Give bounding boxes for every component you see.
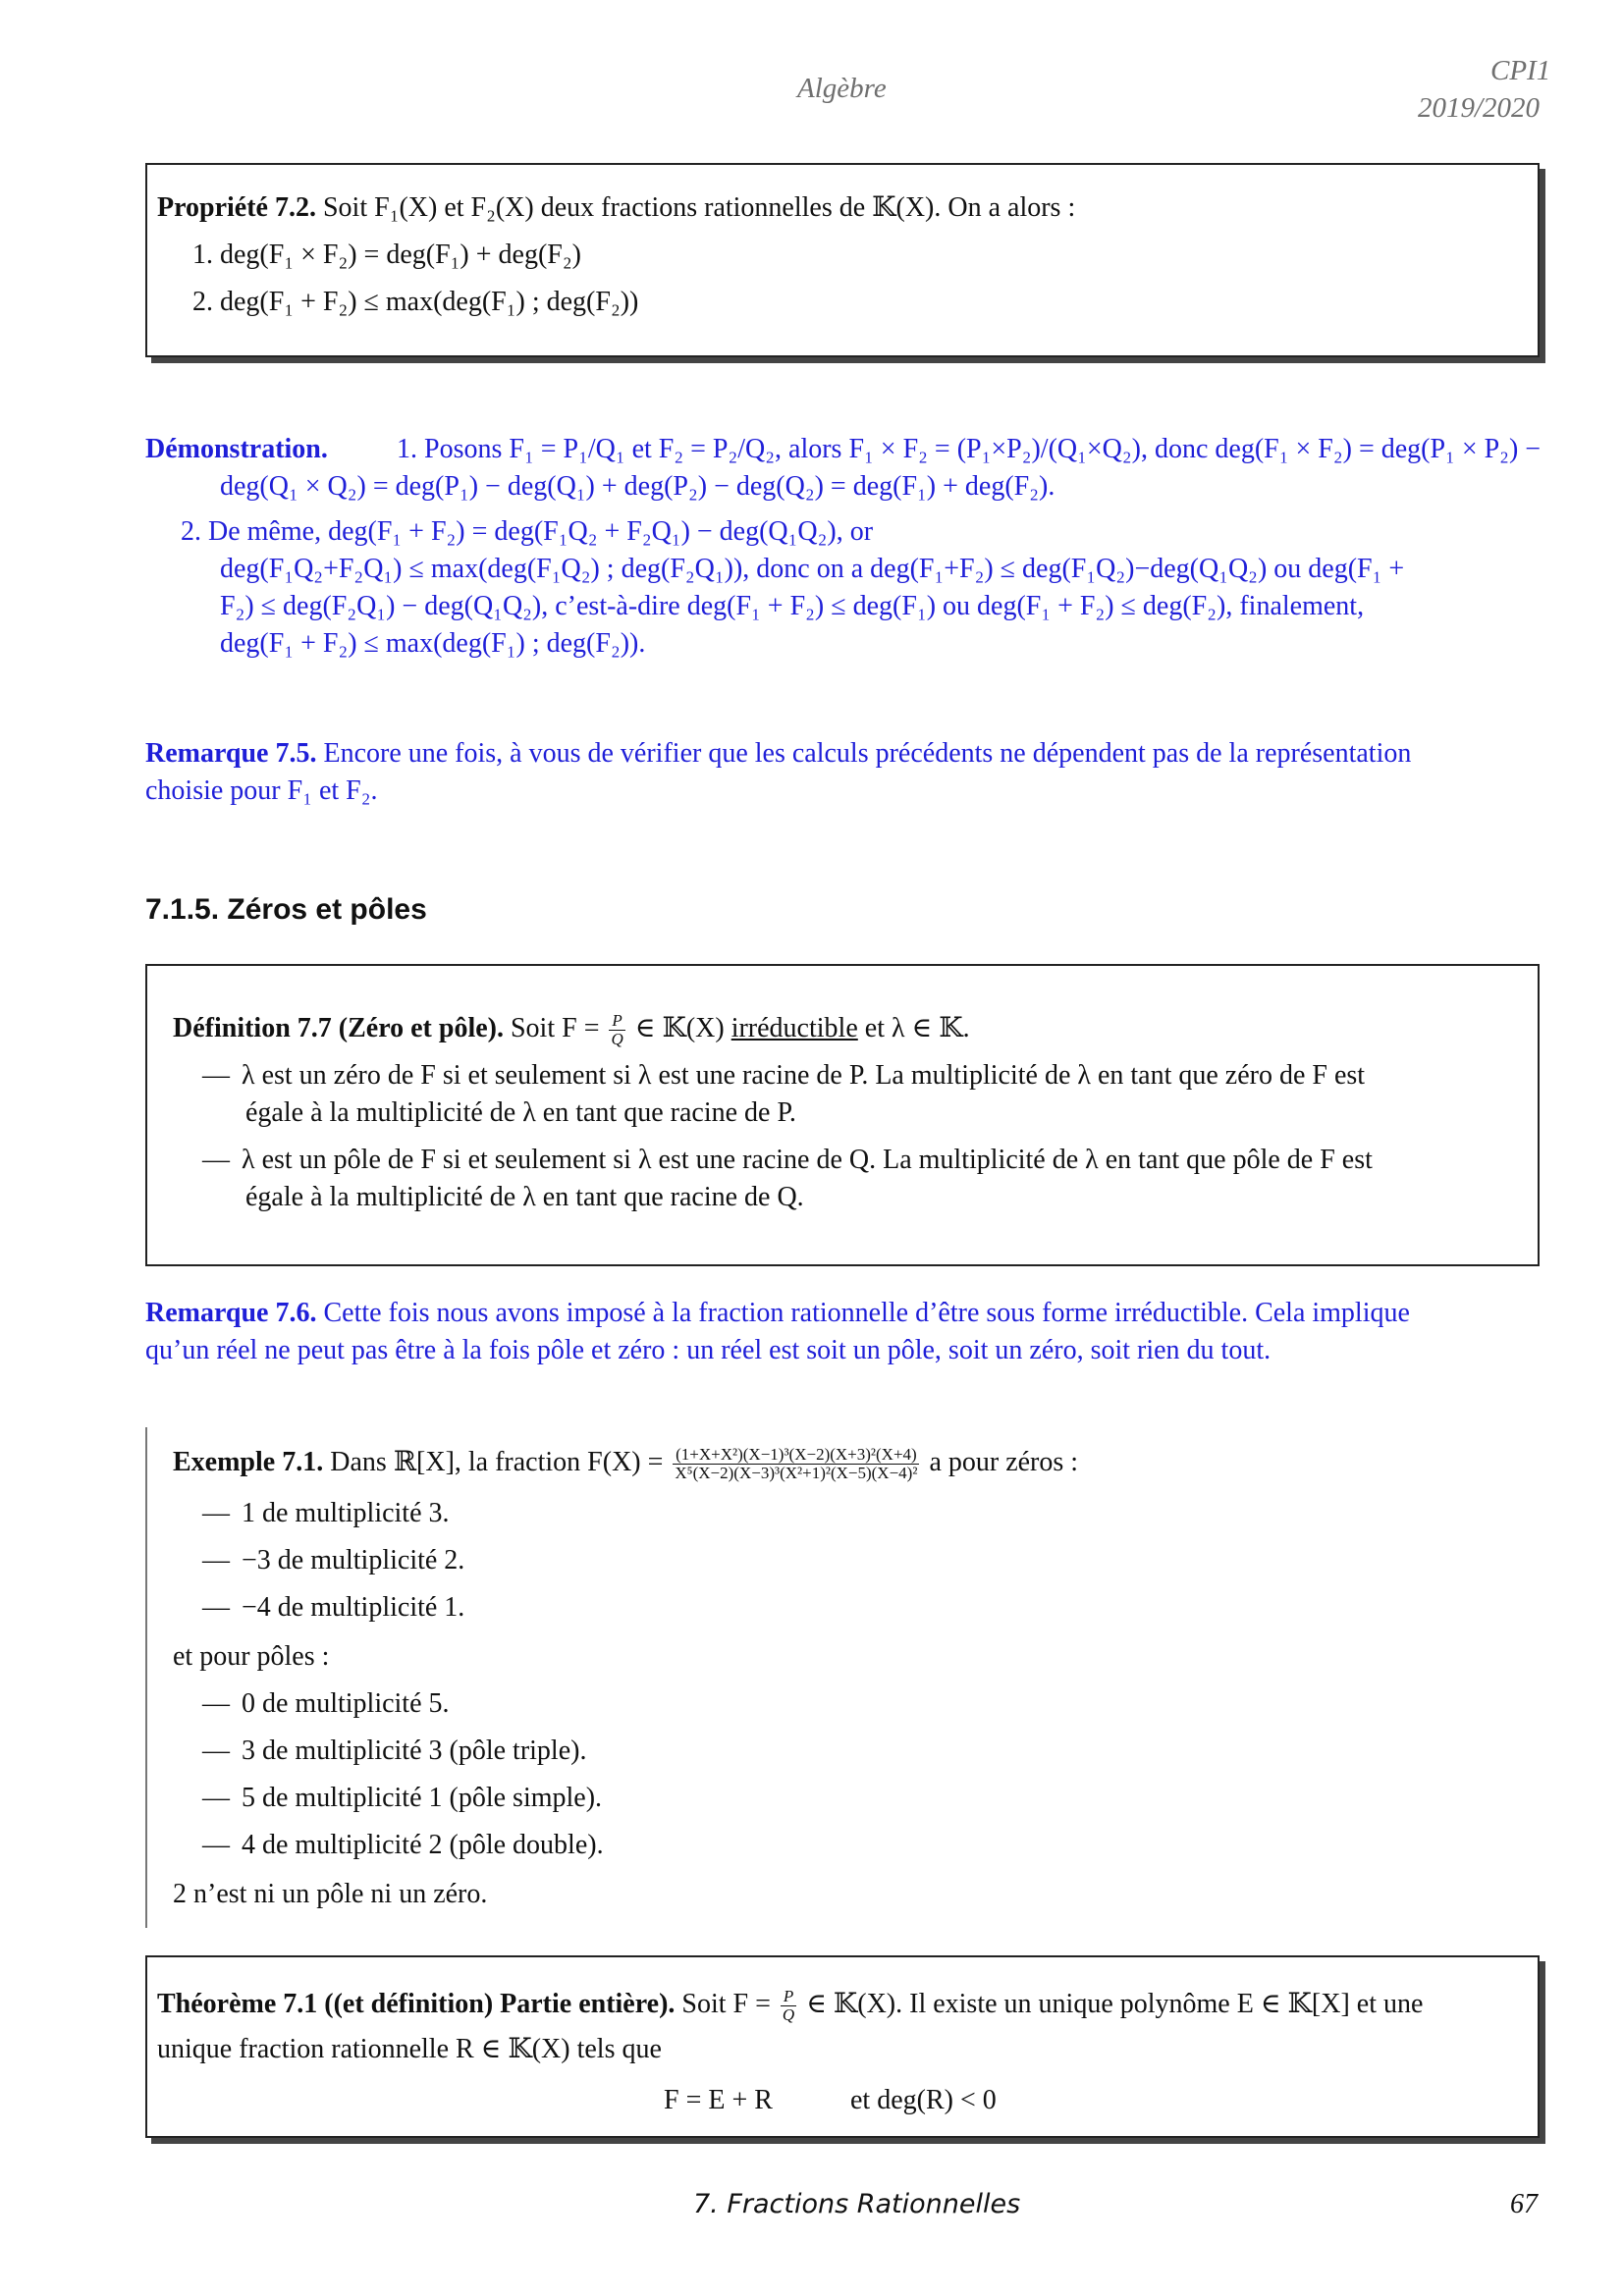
remarque-7-5-label: Remarque 7.5.: [145, 738, 317, 769]
definition-item-2-line-1: λ est un pôle de F si et seulement si λ est une racine de Q. La multiplicité de λ en tant que pôle de F est: [242, 1145, 1373, 1175]
theoreme-label: Théorème 7.1 ((et définition) Partie entière).: [157, 1989, 676, 2019]
exemple-intro: Dans ℝ[X], la fraction F(X) =: [330, 1447, 664, 1477]
exemple-zero-2: −3 de multiplicité 2.: [242, 1545, 465, 1575]
exemple-fraction-numerator: (1+X+X²)(X−1)³(X−2)(X+3)²(X+4): [673, 1446, 919, 1465]
exemple-label: Exemple 7.1.: [173, 1447, 324, 1477]
demonstration-line-2: deg(Q₁ × Q₂) = deg(P₁) − deg(Q₁) + deg(P₂) − deg(Q₂) = deg(F₁) + deg(F₂).: [220, 471, 1055, 502]
theoreme-formula-right: et deg(R) < 0: [850, 2085, 997, 2115]
section-title: 7.1.5. Zéros et pôles: [145, 893, 427, 926]
exemple-zero-1: 1 de multiplicité 3.: [242, 1498, 450, 1528]
definition-item-2-line-2: égale à la multiplicité de λ en tant que racine de Q.: [245, 1182, 804, 1212]
definition-box: [145, 964, 1540, 1266]
exemple-margin-bar: [145, 1427, 147, 1928]
bullet-dash: —: [202, 1830, 230, 1860]
exemple-pole-3: 5 de multiplicité 1 (pôle simple).: [242, 1783, 603, 1813]
header-class: CPI1: [1490, 55, 1551, 86]
definition-item-1-line-2: égale à la multiplicité de λ en tant que racine de P.: [245, 1097, 796, 1128]
footer-chapter: 7. Fractions Rationnelles: [693, 2189, 1021, 2219]
bullet-dash: —: [202, 1545, 230, 1575]
theoreme-box: [145, 1955, 1540, 2138]
bullet-dash: —: [202, 1735, 230, 1766]
theoreme-formula-left: F = E + R: [664, 2085, 773, 2115]
header-year: 2019/2020: [1418, 92, 1541, 124]
fraction-p-over-q: $\frac{P}{Q}$: [782, 1987, 795, 2025]
exemple-fraction-denominator: X⁵(X−2)(X−3)³(X²+1)²(X−5)(X−4)²: [675, 1464, 918, 1483]
remarque-7-5-line-1: Encore une fois, à vous de vérifier que les calculs précédents ne dépendent pas de la représentation: [323, 738, 1412, 769]
definition-irreductible: irréductible: [730, 1013, 858, 1043]
bullet-dash: —: [202, 1145, 230, 1175]
theoreme-line-1-a: Soit F =: [681, 1989, 778, 2019]
remarque-7-6-line-2: qu’un réel ne peut pas être à la fois pôle et zéro : un réel est soit un pôle, soit un zéro, soit rien du tout.: [145, 1335, 1271, 1365]
exemple-pole-4: 4 de multiplicité 2 (pôle double).: [242, 1830, 604, 1860]
propriete-label: Propriété 7.2.: [157, 192, 316, 223]
demonstration-label: Démonstration.: [145, 434, 328, 464]
definition-label: Définition 7.7 (Zéro et pôle).: [173, 1013, 504, 1043]
fraction-p-over-q: $\frac{P}{Q}$: [611, 1011, 623, 1049]
exemple-zero-3: −4 de multiplicité 1.: [242, 1592, 465, 1623]
propriete-item-1: 1. deg(F₁ × F₂) = deg(F₁) + deg(F₂): [192, 240, 581, 270]
remarque-7-6-label: Remarque 7.6.: [145, 1298, 317, 1328]
bullet-dash: —: [202, 1592, 230, 1623]
remarque-7-5-line-2: choisie pour F₁ et F₂.: [145, 775, 378, 806]
demonstration-line-1: 1. Posons F₁ = P₁/Q₁ et F₂ = P₂/Q₂, alors F₁ × F₂ = (P₁×P₂)/(Q₁×Q₂), donc deg(F₁ × F₂) = deg(P₁ × P₂) −: [397, 434, 1542, 464]
definition-intro-b: ∈ 𝕂(X): [627, 1013, 731, 1043]
propriete-intro: Soit F₁(X) et F₂(X) deux fractions rationnelles de 𝕂(X). On a alors :: [322, 192, 1076, 223]
demonstration-line-5: F₂) ≤ deg(F₂Q₁) − deg(Q₁Q₂), c’est-à-dire deg(F₁ + F₂) ≤ deg(F₁) ou deg(F₁ + F₂) ≤ deg(F₂), finalement,: [220, 591, 1365, 621]
theoreme-line-2: unique fraction rationnelle R ∈ 𝕂(X) tels que: [157, 2034, 662, 2064]
remarque-7-6-line-1: Cette fois nous avons imposé à la fraction rationnelle d’être sous forme irréductible. Cela implique: [323, 1298, 1410, 1328]
exemple-poles-intro: et pour pôles :: [173, 1641, 330, 1672]
propriete-item-2: 2. deg(F₁ + F₂) ≤ max(deg(F₁) ; deg(F₂)): [192, 287, 639, 317]
definition-item-1-line-1: λ est un zéro de F si et seulement si λ est une racine de P. La multiplicité de λ en tant que zéro de F est: [242, 1060, 1366, 1091]
exemple-block: [173, 1427, 1540, 1928]
theoreme-line-1-b: ∈ 𝕂(X). Il existe un unique polynôme E ∈ 𝕂[X] et une: [799, 1989, 1424, 2019]
exemple-pole-2: 3 de multiplicité 3 (pôle triple).: [242, 1735, 587, 1766]
demonstration-line-4: deg(F₁Q₂+F₂Q₁) ≤ max(deg(F₁Q₂) ; deg(F₂Q₁)), donc on a deg(F₁+F₂) ≤ deg(F₁Q₂)−deg(Q₁Q₂) ou deg(F₁ +: [220, 554, 1405, 584]
exemple-intro-end: a pour zéros :: [929, 1447, 1079, 1477]
exemple-pole-1: 0 de multiplicité 5.: [242, 1688, 450, 1719]
bullet-dash: —: [202, 1060, 230, 1091]
header-subject: Algèbre: [797, 73, 887, 104]
exemple-fraction: [673, 1446, 919, 1482]
demonstration-line-3: 2. De même, deg(F₁ + F₂) = deg(F₁Q₂ + F₂Q₁) − deg(Q₁Q₂), or: [181, 516, 874, 547]
bullet-dash: —: [202, 1783, 230, 1813]
bullet-dash: —: [202, 1688, 230, 1719]
propriete-box: [145, 163, 1540, 357]
demonstration-block: [145, 428, 1540, 664]
definition-intro-a: Soit F =: [510, 1013, 607, 1043]
exemple-conclusion: 2 n’est ni un pôle ni un zéro.: [173, 1879, 488, 1909]
bullet-dash: —: [202, 1498, 230, 1528]
demonstration-line-6: deg(F₁ + F₂) ≤ max(deg(F₁) ; deg(F₂)).: [220, 628, 646, 659]
definition-intro-c: et λ ∈ 𝕂.: [857, 1013, 970, 1043]
footer-page-number: 67: [1510, 2189, 1538, 2219]
